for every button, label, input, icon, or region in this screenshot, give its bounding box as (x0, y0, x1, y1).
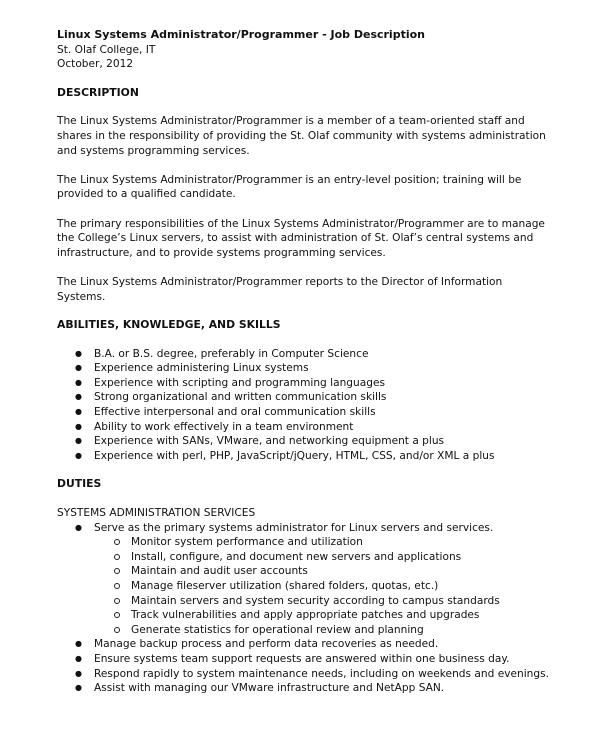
list-item-text: Effective interpersonal and oral communication skills (94, 406, 376, 419)
abilities-heading: ABILITIES, KNOWLEDGE, AND SKILLS (57, 318, 281, 332)
list-item (57, 347, 597, 362)
organization: St. Olaf College, IT (57, 43, 156, 56)
list-item-text: Serve as the primary systems administrator for Linux servers and services. (94, 521, 494, 534)
duties-subheading: SYSTEMS ADMINISTRATION SERVICES (57, 507, 256, 520)
description-paragraph-4 (57, 275, 597, 304)
circle-bullet-icon (114, 583, 120, 589)
bullet-icon: ● (75, 639, 82, 649)
duties-sub-list (57, 535, 597, 637)
list-item-text: Experience administering Linux systems (94, 362, 309, 375)
bullet-icon: ● (75, 392, 82, 402)
sub-list-item-text: Install, configure, and document new servers and applications (131, 550, 462, 563)
duties-list (57, 521, 597, 536)
sub-list-item (57, 623, 597, 638)
circle-bullet-icon (114, 568, 120, 574)
circle-bullet-icon (114, 554, 120, 560)
list-item-text: Experience with SANs, VMware, and networking equipment a plus (94, 435, 445, 448)
bullet-icon: ● (75, 653, 82, 663)
description-paragraph-1 (57, 114, 597, 158)
list-item (57, 376, 597, 391)
list-item (57, 521, 597, 536)
bullet-icon: ● (75, 683, 82, 693)
list-item (57, 420, 597, 435)
list-item-text: Manage backup process and perform data recoveries as needed. (94, 638, 439, 651)
description-paragraph-3 (57, 217, 597, 261)
list-item (57, 434, 597, 449)
bullet-icon: ● (75, 421, 82, 431)
list-item-text: Experience with perl, PHP, JavaScript/jQuery, HTML, CSS, and/or XML a plus (94, 449, 495, 462)
list-item-text: Ensure systems team support requests are answered within one business day. (94, 652, 510, 665)
bullet-icon: ● (75, 668, 82, 678)
job-description-document (57, 28, 597, 696)
bullet-icon: ● (75, 407, 82, 417)
sub-list-item (57, 594, 597, 609)
paragraph-line: The Linux Systems Administrator/Programmer reports to the Director of Information (57, 275, 503, 288)
paragraph-line: Systems. (57, 290, 106, 303)
list-item-text: Respond rapidly to system maintenance needs, including on weekends and evenings. (94, 667, 549, 680)
circle-bullet-icon (114, 539, 120, 545)
description-paragraph-2 (57, 173, 597, 202)
sub-list-item (57, 564, 597, 579)
list-item-text: Strong organizational and written communication skills (94, 391, 387, 404)
bullet-icon: ● (75, 363, 82, 373)
paragraph-line: The Linux Systems Administrator/Programmer is an entry-level position; training will be (57, 173, 522, 186)
paragraph-line: provided to a qualified candidate. (57, 188, 236, 201)
paragraph-line: The primary responsibilities of the Linux Systems Administrator/Programmer are to manage (57, 217, 545, 230)
duties-heading: DUTIES (57, 477, 102, 491)
circle-bullet-icon (114, 627, 120, 633)
document-title: Linux Systems Administrator/Programmer - Job Description (57, 28, 425, 41)
sub-list-item-text: Track vulnerabilities and apply appropriate patches and upgrades (131, 609, 480, 622)
bullet-icon: ● (75, 522, 82, 532)
circle-bullet-icon (114, 598, 120, 604)
paragraph-line: infrastructure, and to provide systems programming services. (57, 246, 386, 259)
paragraph-line: the College’s Linux servers, to assist with administration of St. Olaf’s central systems and (57, 232, 534, 245)
sub-list-item-text: Monitor system performance and utilization (131, 536, 363, 549)
list-item (57, 449, 597, 464)
document-date: October, 2012 (57, 58, 134, 71)
description-heading: DESCRIPTION (57, 85, 139, 99)
paragraph-line: The Linux Systems Administrator/Programmer is a member of a team-oriented staff and (57, 115, 525, 128)
list-item (57, 681, 597, 696)
paragraph-line: and systems programming services. (57, 144, 250, 157)
duties-list-continued (57, 637, 597, 695)
list-item (57, 390, 597, 405)
list-item-text: B.A. or B.S. degree, preferably in Computer Science (94, 347, 369, 360)
list-item (57, 405, 597, 420)
circle-bullet-icon (114, 612, 120, 618)
sub-list-item (57, 608, 597, 623)
sub-list-item (57, 550, 597, 565)
list-item-text: Ability to work effectively in a team environment (94, 420, 354, 433)
bullet-icon: ● (75, 450, 82, 460)
sub-list-item-text: Maintain and audit user accounts (131, 565, 308, 578)
sub-list-item-text: Manage fileserver utilization (shared folders, quotas, etc.) (131, 580, 439, 592)
bullet-icon: ● (75, 436, 82, 446)
bullet-icon: ● (75, 348, 82, 358)
sub-list-item-text: Maintain servers and system security according to campus standards (131, 594, 500, 607)
abilities-list (57, 347, 597, 464)
list-item-text: Assist with managing our VMware infrastructure and NetApp SAN. (94, 682, 445, 695)
list-item (57, 637, 597, 652)
list-item (57, 361, 597, 376)
paragraph-line: shares in the responsibility of providing the St. Olaf community with systems administration (57, 129, 546, 142)
sub-list-item (57, 579, 597, 594)
sub-list-item-text: Generate statistics for operational review and planning (131, 623, 424, 636)
bullet-icon: ● (75, 377, 82, 387)
list-item (57, 667, 597, 682)
sub-list-item (57, 535, 597, 550)
list-item-text: Experience with scripting and programming languages (94, 376, 385, 389)
list-item (57, 652, 597, 667)
